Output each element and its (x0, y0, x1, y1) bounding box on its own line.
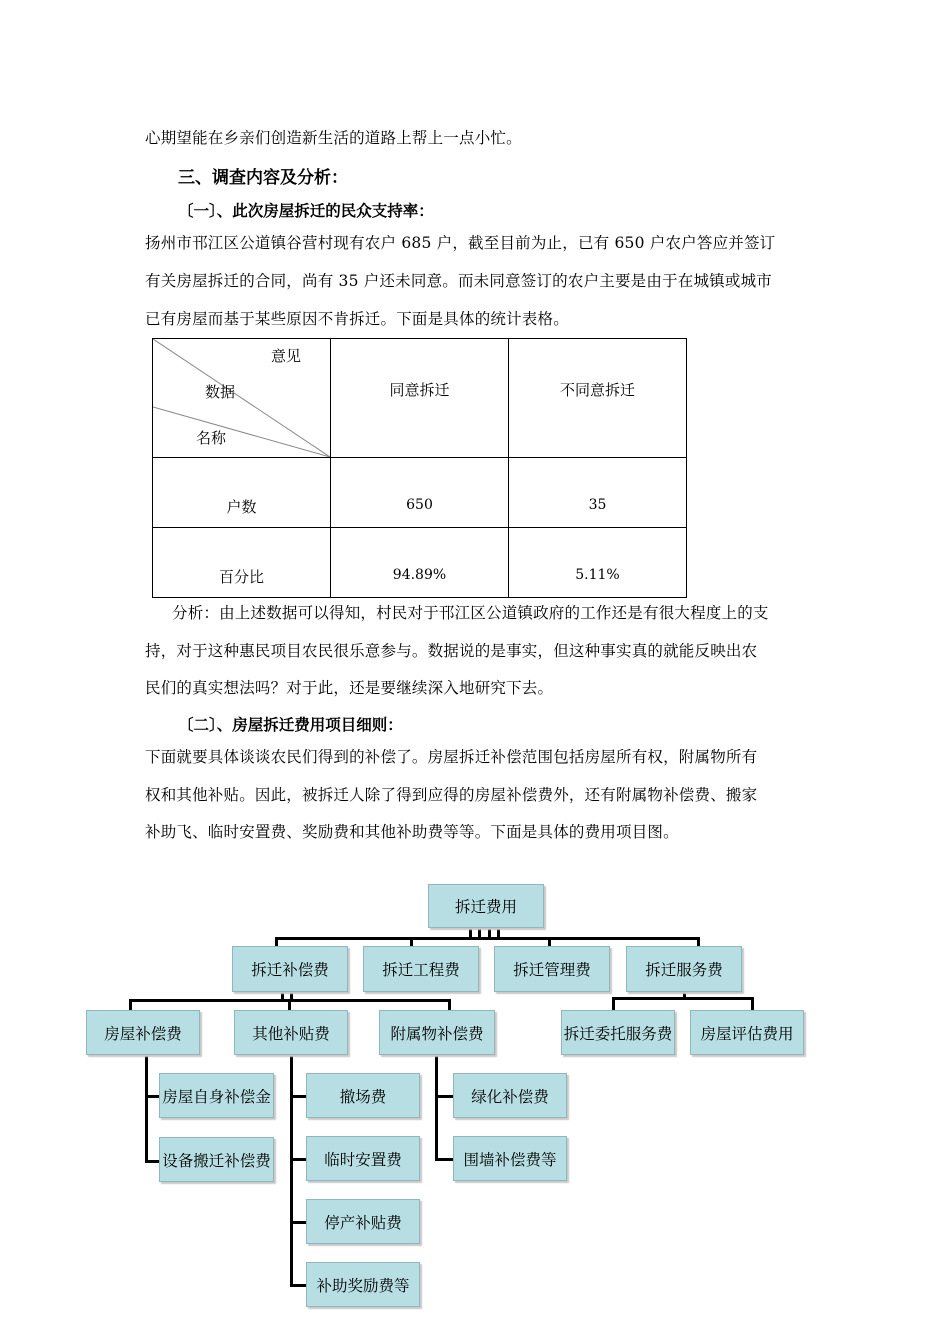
table-cell: 94.89% (331, 528, 509, 598)
table-cell: 650 (331, 458, 509, 528)
diagram-node: 拆迁委托服务费 (561, 1010, 675, 1055)
table-header-cell: 不同意拆迁 (509, 339, 687, 458)
subsection-heading: 〔二〕、房屋拆迁费用项目细则： (178, 716, 403, 734)
paragraph-line: 有关房屋拆迁的合同，尚有 35 户还未同意。而未同意签订的农户主要是由于在城镇或城市 (145, 272, 772, 290)
diagram-node: 补助奖励费等 (306, 1262, 420, 1307)
diagram-node-root: 拆迁费用 (428, 884, 544, 928)
table-corner-cell (153, 339, 331, 458)
diagram-node: 附属物补偿费 (379, 1010, 495, 1055)
diagram-node: 拆迁管理费 (494, 946, 610, 992)
section-heading: 三、调查内容及分析： (178, 168, 348, 188)
paragraph-line: 分析：由上述数据可以得知，村民对于邗江区公道镇政府的工作还是有很大程度上的支 (172, 604, 769, 622)
table-row (153, 528, 687, 598)
diagram-node: 绿化补偿费 (453, 1073, 567, 1118)
diagram-node: 拆迁工程费 (363, 946, 479, 992)
diagram-node: 拆迁服务费 (626, 946, 742, 992)
table-row-label: 户数 (153, 458, 331, 528)
diagram-node: 设备搬迁补偿费 (159, 1137, 274, 1182)
diagram-node: 停产补贴费 (306, 1199, 420, 1244)
table-row-label: 百分比 (153, 528, 331, 598)
paragraph-line: 补助飞、临时安置费、奖励费和其他补助费等等。下面是具体的费用项目图。 (145, 823, 679, 841)
diagram-node: 临时安置费 (306, 1136, 420, 1181)
table-cell: 35 (509, 458, 687, 528)
paragraph-line: 扬州市邗江区公道镇谷营村现有农户 685 户，截至目前为止，已有 650 户农户答应并签订 (145, 234, 776, 252)
table-header-row (153, 339, 687, 458)
paragraph-line: 心期望能在乡亲们创造新生活的道路上帮上一点小忙。 (145, 129, 522, 147)
table-row (153, 458, 687, 528)
table-header-cell: 同意拆迁 (331, 339, 509, 458)
diagram-node: 房屋补偿费 (86, 1010, 200, 1055)
header-opinion: 意见 (271, 347, 302, 365)
diagram-node: 围墙补偿费等 (453, 1136, 567, 1181)
header-name: 名称 (196, 429, 227, 447)
header-data: 数据 (205, 383, 236, 401)
paragraph-line: 下面就要具体谈谈农民们得到的补偿了。房屋拆迁补偿范围包括房屋所有权，附属物所有 (145, 748, 758, 766)
diagram-node: 房屋自身补偿金 (159, 1073, 274, 1118)
diagram-node: 其他补贴费 (234, 1010, 348, 1055)
paragraph-line: 持，对于这种惠民项目农民很乐意参与。数据说的是事实，但这种事实真的就能反映出农 (145, 642, 758, 660)
paragraph-line: 民们的真实想法吗？对于此，还是要继续深入地研究下去。 (145, 679, 554, 697)
paragraph-line: 权和其他补贴。因此，被拆迁人除了得到应得的房屋补偿费外，还有附属物补偿费、搬家 (145, 786, 758, 804)
statistics-table (152, 338, 687, 598)
subsection-heading: 〔一〕、此次房屋拆迁的民众支持率： (178, 202, 434, 220)
table-cell: 5.11% (509, 528, 687, 598)
paragraph-line: 已有房屋而基于某些原因不肯拆迁。下面是具体的统计表格。 (145, 310, 569, 328)
diagram-node: 撤场费 (306, 1073, 420, 1118)
diagram-node: 房屋评估费用 (690, 1010, 804, 1055)
diagonal-lines (153, 339, 330, 457)
diagram-node: 拆迁补偿费 (232, 946, 348, 992)
